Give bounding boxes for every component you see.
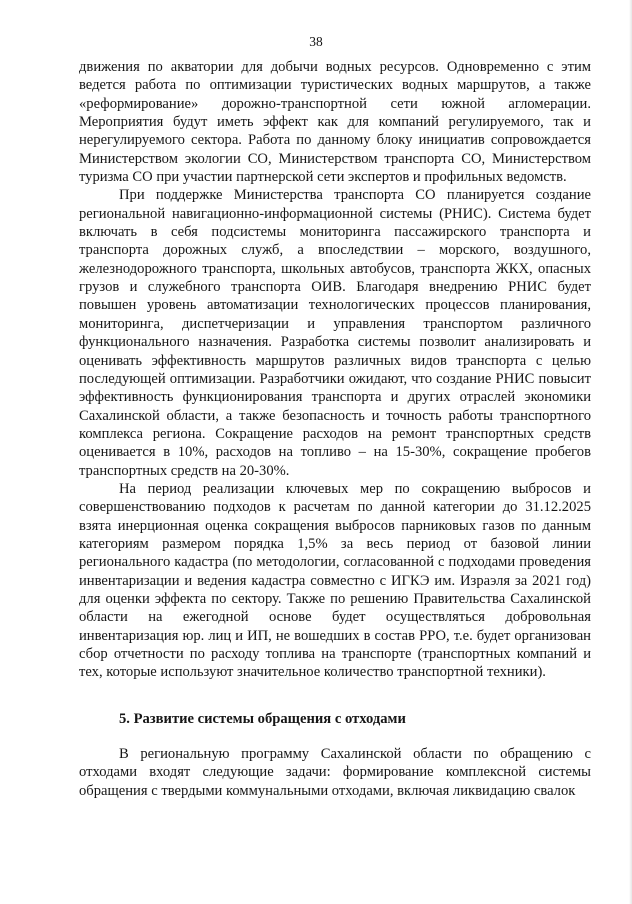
spacer xyxy=(79,682,591,710)
paragraph-transport-continuation: движения по акватории для добычи водных ресурсов. Одновременно с этим ведется работа по оптимизации туристических водных маршрутов, а также «реформирование» дорожно-транспортной сети южной агломерации. Мероприятия будут иметь эффект как для компаний регулируемого, так и нерегулируемого сектора. Работа по данному блоку инициатив сопровождается Министерством экологии СО, Министерством транспорта СО, Министерством туризма СО при участии партнерской сети экспертов и профильных ведомств. xyxy=(79,59,591,186)
page-number: 38 xyxy=(309,34,323,49)
paragraph-waste-program: В региональную программу Сахалинской области по обращению с отходами входят следующие задачи: формирование комплексной системы обращения с твердыми коммунальными отходами, включая ликвидацию свалок xyxy=(79,746,591,799)
section-heading: 5. Развитие системы обращения с отходами xyxy=(119,710,406,727)
spacer xyxy=(79,728,591,745)
paragraph-rnis: При поддержке Министерства транспорта СО планируется создание региональной навигационно-информационной системы (РНИС). Система будет включать в себя подсистемы мониторинга пассажирского транспорта и транспорта дорожных служб, а впоследствии – морского, воздушного, железнодорожного транспорта, школьных автобусов, транспорта ЖКХ, опасных грузов и служебного транспорта ОИВ. Благодаря внедрению РНИС будет повышен уровень автоматизации технологических процессов планирования, мониторинга, диспетчеризации и управления транспортом различного функционального назначения. Разработка системы позволит анализировать и оценивать эффективность маршрутов различных видов транспорта с целью последующей оптимизации. Разработчики ожидают, что создание РНИС повысит эффективность функционирования транспорта и других отраслей экономики Сахалинской области, а также безопасность и точность работы транспортного комплекса региона. Сокращение расходов на ремонт транспортных средств оценивается в 10%, расходов на топливо – на 15-30%, сокращение пробегов транспортных средств на 20-30%. xyxy=(79,187,591,479)
page-body xyxy=(79,58,591,800)
paragraph-emissions-estimate: На период реализации ключевых мер по сокращению выбросов и совершенствованию подходов к расчетам по данной категории до 31.12.2025 взята инерционная оценка сокращения выбросов парниковых газов по данным категориям размером порядка 1,5% за весь период от базовой линии регионального кадастра (по методологии, согласованной с подходами проведения инвентаризации и ведения кадастра совместно с ИГКЭ им. Израэля за 2021 год) для оценки эффекта по сектору. Также по решению Правительства Сахалинской области на ежегодной основе будет осуществляться добровольная инвентаризация юр. лиц и ИП, не вошедших в состав РРО, т.е. будет организован сбор отчетности по расходу топлива на транспорте (транспортных компаний и тех, которые используют значительное количество транспортной техники). xyxy=(79,480,591,681)
